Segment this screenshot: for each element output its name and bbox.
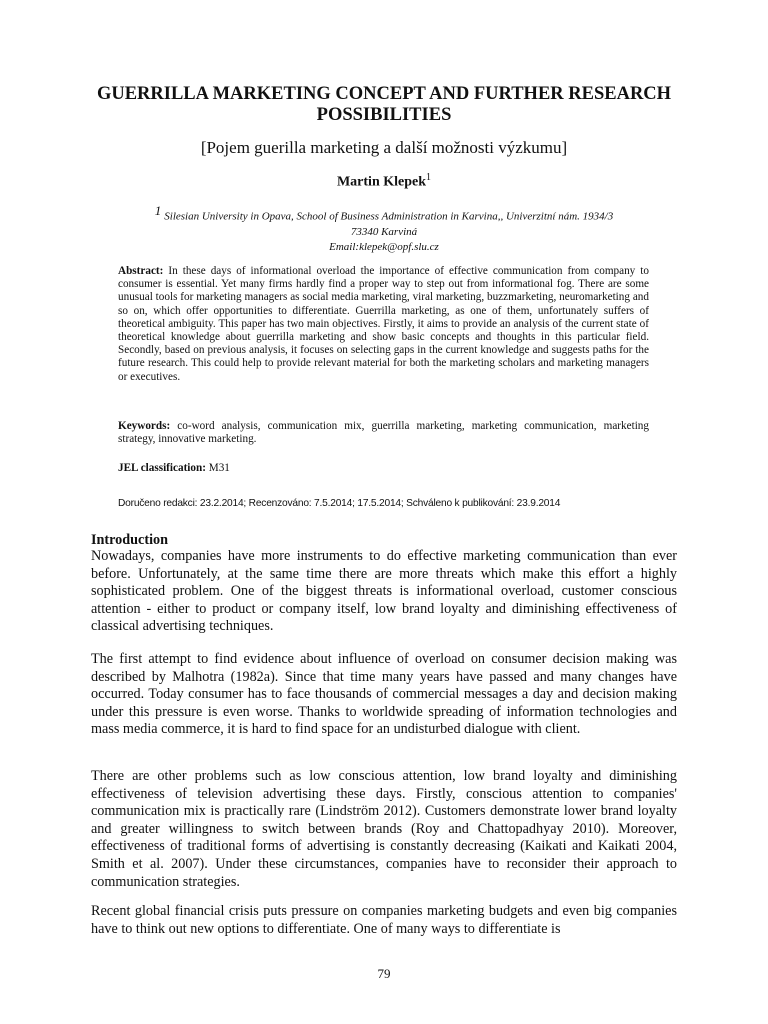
keywords — [118, 420, 649, 446]
author-name: Martin Klepek — [336, 174, 427, 190]
body-paragraph: Recent global financial crisis puts pressure on companies marketing budgets and even big companies have to think out new options to differentiate. One of many ways to differentiate is — [91, 903, 677, 937]
author-email: Email:klepek@opf.slu.cz — [329, 240, 439, 253]
introduction-heading: Introduction — [91, 532, 168, 548]
affiliation-footnote-mark: 1 — [154, 203, 162, 218]
page-number: 79 — [377, 966, 391, 981]
affiliation-text: Silesian University in Opava, School of Business Administration in Karvina,, Univerzitní nám. 1934/3 — [164, 210, 614, 223]
paper-title: GUERRILLA MARKETING CONCEPT AND FURTHER RESEARCH POSSIBILITIES — [96, 84, 672, 125]
body-paragraph: Nowadays, companies have more instruments to do effective marketing communication than ever before. Unfortunately, at the same time there are more threats which make this effort a highly sophisticated problem. One of the biggest threats is informational overload, customer conscious attention - either to product or company itself, low brand loyalty and diminishing effectiveness of classical advertising techniques. — [91, 548, 677, 635]
jel-classification — [118, 462, 649, 475]
keywords-text: co-word analysis, communication mix, guerrilla marketing, marketing communication, marketing strategy, innovative marketing. — [118, 420, 649, 446]
affiliation-line-1 — [110, 203, 658, 225]
affiliation — [110, 203, 658, 255]
abstract-text: In these days of informational overload the importance of effective communication from company to consumer is essential. Yet many firms hardly find a proper way to step out from informational fog. There are some unusual tools for marketing managers as social media marketing, viral marketing, buzzmarketing, neuromarketing and so on, which offer opportunities to differentiate. Guerrilla marketing, as one of them, unfortunately suffers of theoretical ambiguity. This paper has two main objectives. Firstly, it aims to provide an analysis of the current state of theoretical knowledge about guerrilla marketing and show basic concepts and thoughts in this particular field. Secondly, based on previous analysis, it focuses on selecting gaps in the current knowledge and suggests paths for the future research. This could help to provide relevant material for both the marketing scholars and marketing managers or executives. — [118, 265, 649, 383]
jel-code: M31 — [208, 462, 230, 474]
author-footnote-mark: 1 — [426, 172, 432, 183]
body-paragraph: There are other problems such as low conscious attention, low brand loyalty and diminishing effectiveness of television advertising these days. Firstly, conscious attention to companies' communication mix is practically rare (Lindström 2012). Customers demonstrate lower brand loyalty and greater willingness to switch between brands (Roy and Chattopadhyay 2010). Moreover, effectiveness of traditional forms of advertising is constantly decreasing (Kaikati and Kaikati 2004, Smith et al. 2007). Under these circumstances, companies have to reconsider their approach to communication strategies. — [91, 768, 677, 890]
keywords-label: Keywords: — [118, 420, 171, 432]
body-paragraph: The first attempt to find evidence about influence of overload on consumer decision making was described by Malhotra (1982a). Since that time many years have passed and many changes have occurred. Today consumer has to face thousands of commercial messages a day and decision making under this pressure is even worse. Thanks to worldwide spreading of information technologies and mass media commerce, it is hard to find space for an undisturbed dialogue with client. — [91, 651, 677, 738]
affiliation-line-2: 73340 Karviná — [350, 225, 418, 238]
paper-subtitle: [Pojem guerilla marketing a další možnosti výzkumu] — [200, 138, 568, 157]
author-line — [90, 172, 678, 191]
received-dates: Doručeno redakci: 23.2.2014; Recenzováno: 7.5.2014; 17.5.2014; Schváleno k publikování: 23.9.2014 — [118, 498, 561, 509]
abstract-label: Abstract: — [118, 265, 164, 277]
jel-label: JEL classification: — [118, 462, 206, 474]
abstract — [118, 265, 649, 384]
